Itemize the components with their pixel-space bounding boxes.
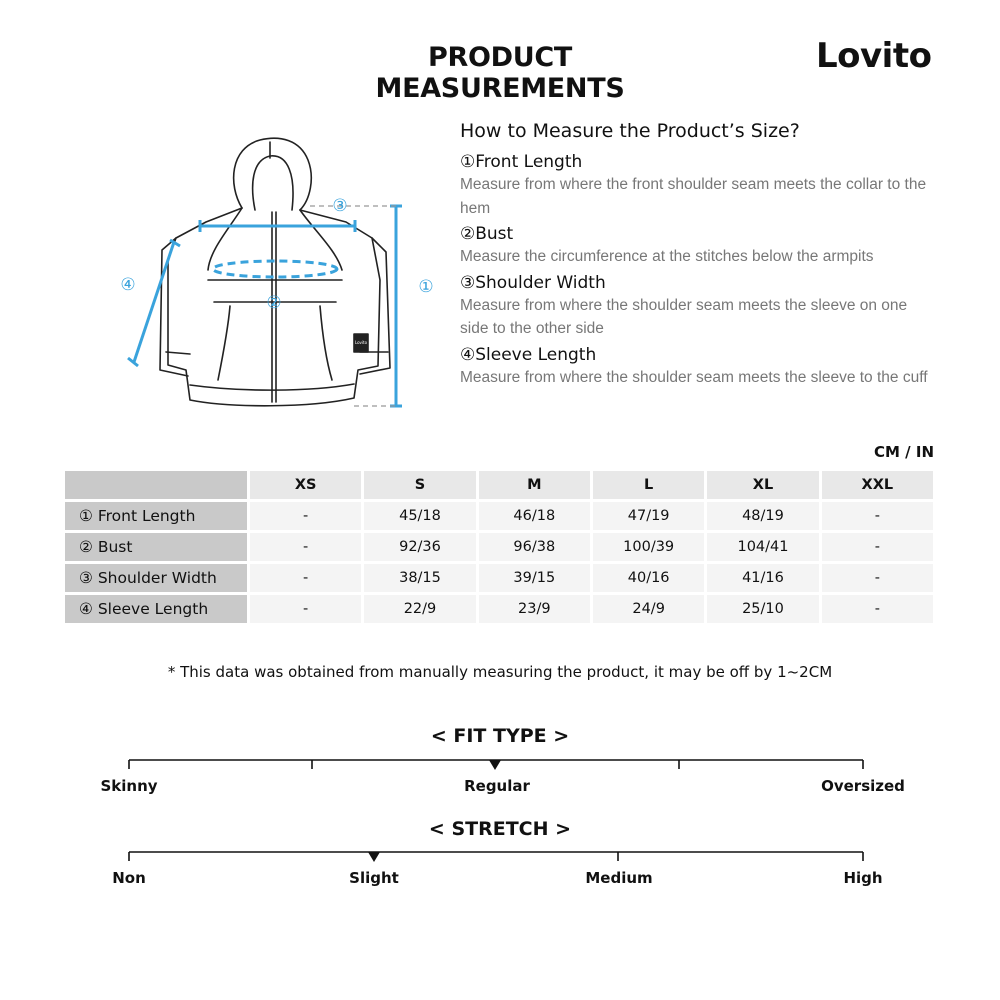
table-row bbox=[65, 564, 933, 592]
stretch-label: High bbox=[843, 869, 883, 887]
step-name: ①Front Length bbox=[460, 152, 583, 172]
table-cell: 104/41 bbox=[707, 533, 818, 561]
step-sleeve-length bbox=[460, 344, 930, 390]
table-row bbox=[65, 595, 933, 623]
unit-label: CM / IN bbox=[874, 443, 934, 461]
how-to-title: How to Measure the Product’s Size? bbox=[460, 120, 800, 142]
bust-marker: ② bbox=[266, 293, 282, 313]
step-front-length bbox=[460, 151, 930, 220]
table-cell: 40/16 bbox=[593, 564, 704, 592]
table-cell: 92/36 bbox=[364, 533, 475, 561]
table-cell: 38/15 bbox=[364, 564, 475, 592]
row-label: ① Front Length bbox=[65, 502, 247, 530]
fit-type-indicator-icon bbox=[489, 760, 501, 770]
table-cell: 24/9 bbox=[593, 595, 704, 623]
table-header-row bbox=[65, 471, 933, 499]
fit-type-title: < FIT TYPE > bbox=[430, 725, 570, 747]
table-row bbox=[65, 502, 933, 530]
table-cell: - bbox=[822, 564, 933, 592]
fit-type-label: Skinny bbox=[100, 777, 158, 795]
table-row bbox=[65, 533, 933, 561]
size-header: L bbox=[593, 471, 704, 499]
step-desc: Measure from where the shoulder seam meets the sleeve to the cuff bbox=[460, 368, 928, 386]
jacket-tag-text: Lovito bbox=[354, 340, 368, 345]
table-cell: 25/10 bbox=[707, 595, 818, 623]
size-header: S bbox=[364, 471, 475, 499]
table-cell: 41/16 bbox=[707, 564, 818, 592]
table-cell: 47/19 bbox=[593, 502, 704, 530]
table-cell: 22/9 bbox=[364, 595, 475, 623]
fit-type-label: Regular bbox=[464, 777, 530, 795]
row-label: ④ Sleeve Length bbox=[65, 595, 247, 623]
step-name: ②Bust bbox=[460, 224, 514, 244]
front-length-marker: ① bbox=[418, 277, 434, 297]
step-name: ④Sleeve Length bbox=[460, 344, 597, 365]
step-desc: Measure from where the shoulder seam meets the sleeve on one side to the other side bbox=[460, 296, 908, 337]
row-label: ③ Shoulder Width bbox=[65, 564, 247, 592]
stretch-indicator-icon bbox=[368, 852, 380, 862]
table-cell: - bbox=[822, 533, 933, 561]
step-shoulder-width bbox=[460, 272, 930, 341]
row-label: ② Bust bbox=[65, 533, 247, 561]
table-cell: - bbox=[822, 502, 933, 530]
jacket-illustration bbox=[110, 130, 450, 420]
table-cell: 48/19 bbox=[707, 502, 818, 530]
table-cell: 39/15 bbox=[479, 564, 590, 592]
table-cell: 100/39 bbox=[593, 533, 704, 561]
table-cell: 96/38 bbox=[479, 533, 590, 561]
table-cell: - bbox=[250, 533, 361, 561]
brand-logo: Lovito bbox=[816, 36, 932, 76]
table-cell: 46/18 bbox=[479, 502, 590, 530]
shoulder-width-marker: ③ bbox=[332, 196, 348, 216]
table-cell: 23/9 bbox=[479, 595, 590, 623]
size-header: M bbox=[479, 471, 590, 499]
stretch-label: Slight bbox=[349, 869, 399, 887]
measurement-note: * This data was obtained from manually measuring the product, it may be off by 1~2CM bbox=[167, 663, 833, 681]
step-name: ③Shoulder Width bbox=[460, 272, 606, 293]
stretch-label: Medium bbox=[585, 869, 653, 887]
table-cell: - bbox=[250, 502, 361, 530]
table-cell: 45/18 bbox=[364, 502, 475, 530]
size-header: XXL bbox=[822, 471, 933, 499]
size-table bbox=[62, 468, 936, 626]
page-title: PRODUCT MEASUREMENTS bbox=[375, 42, 625, 104]
step-bust bbox=[460, 223, 930, 269]
step-desc: Measure from where the front shoulder seam meets the collar to the hem bbox=[460, 176, 927, 217]
sleeve-length-marker: ④ bbox=[120, 275, 136, 295]
table-cell: - bbox=[250, 595, 361, 623]
table-cell: - bbox=[250, 564, 361, 592]
stretch-label: Non bbox=[112, 869, 146, 887]
step-desc: Measure the circumference at the stitches below the armpits bbox=[460, 248, 874, 265]
how-to-measure bbox=[460, 120, 930, 392]
size-header: XL bbox=[707, 471, 818, 499]
fit-type-label: Oversized bbox=[821, 777, 905, 795]
size-header: XS bbox=[250, 471, 361, 499]
table-corner-cell bbox=[65, 471, 247, 499]
stretch-title: < STRETCH > bbox=[428, 818, 572, 840]
table-cell: - bbox=[822, 595, 933, 623]
